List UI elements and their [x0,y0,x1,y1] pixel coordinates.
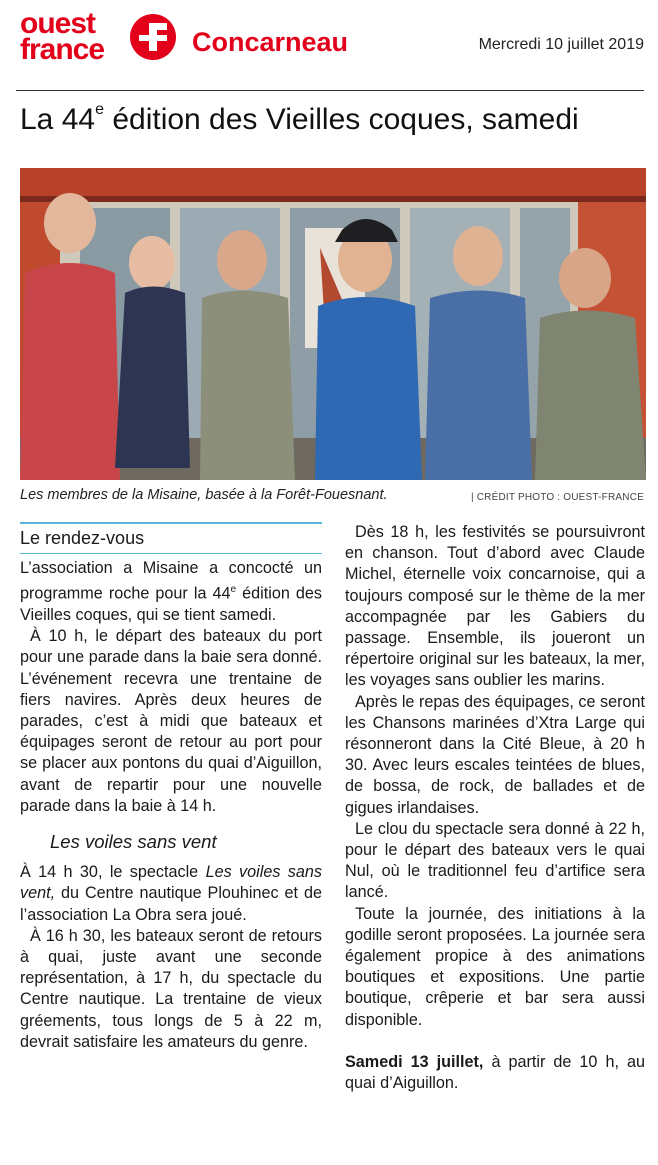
paragraph: L’association a Misaine a concocté un programme roche pour la 44e édition des Vieilles coques, qui se tient samedi. [20,559,323,624]
paragraph: À 14 h 30, le spectacle Les voiles sans vent, du Centre nautique Plouhinec et de l’association La Obra sera joué. [20,863,322,924]
ouest-france-logo-icon [130,14,176,60]
photo-credit: | CRÉDIT PHOTO : OUEST-FRANCE [470,492,644,503]
article-headline: La 44e édition des Vieilles coques, samedi [20,101,579,136]
photo-caption: Les membres de la Misaine, basée à la Forêt-Fouesnant. [20,487,388,503]
article-photo [20,168,646,480]
edition-city: Concarneau [192,27,349,57]
brand-name-line2: france [20,33,105,66]
article-column-right [345,522,645,1094]
subheading: Les voiles sans vent [50,831,217,853]
group-photo-illustration [20,168,646,480]
paragraph: Dès 18 h, les festivités se poursuivront en chanson. Tout d’abord avec Claude Michel, éternelle voix concarnoise, qui a toujours composé sur le thème de la mer accompagnée par les Gabiers du passage. Ensemble, ils joueront un répertoire original sur les bateaux, la mer, les voyages sans oublier les marins. [345,523,645,690]
header-divider [16,90,644,91]
article-column-left [20,522,322,1053]
section-rule-bottom [20,553,322,554]
section-title: Le rendez-vous [20,528,145,548]
masthead [0,0,658,90]
paragraph: À 10 h, le départ des bateaux du port pour une parade dans la baie sera donné. L’événement recevra une trentaine de fiers navires. Après deux heures de parades, c’est à midi que bateaux et équipages seront de retour au port pour se placer aux pontons du quai d’Aiguillon, avant de repartir pour une nouvelle parade dans la baie à 14 h. [20,627,322,815]
paragraph: Toute la journée, des initiations à la godille seront proposées. La journée sera également propice à des animations boutiques et expositions. Une partie boutique, crêperie et bar sera aussi disponible. [345,904,645,1029]
event-summary: Samedi 13 juillet, à partir de 10 h, au quai d’Aiguillon. [345,1052,645,1093]
publication-date: Mercredi 10 juillet 2019 [478,36,644,53]
paragraph: À 16 h 30, les bateaux seront de retours à quai, juste avant une seconde représentation, à 17 h, du spectacle du Centre nautique. La trentaine de vieux gréements, tous longs de 5 à 22 m, devrait satisfaire les amateurs du genre. [20,926,322,1051]
paragraph: Après le repas des équipages, ce seront les Chansons marinées d’Xtra Large qui résonneront dans la Cité Bleue, à 20 h 30. Avec leurs escales teintées de blues, de bossa, de rock, de ballades et de gigues irlandaises. [345,692,645,817]
brand-name-line1: ouest [20,7,96,40]
paragraph: Le clou du spectacle sera donné à 22 h, pour le départ des bateaux vers le quai Nul, où le traditionnel feu d’artifice sera lancé. [345,819,645,902]
